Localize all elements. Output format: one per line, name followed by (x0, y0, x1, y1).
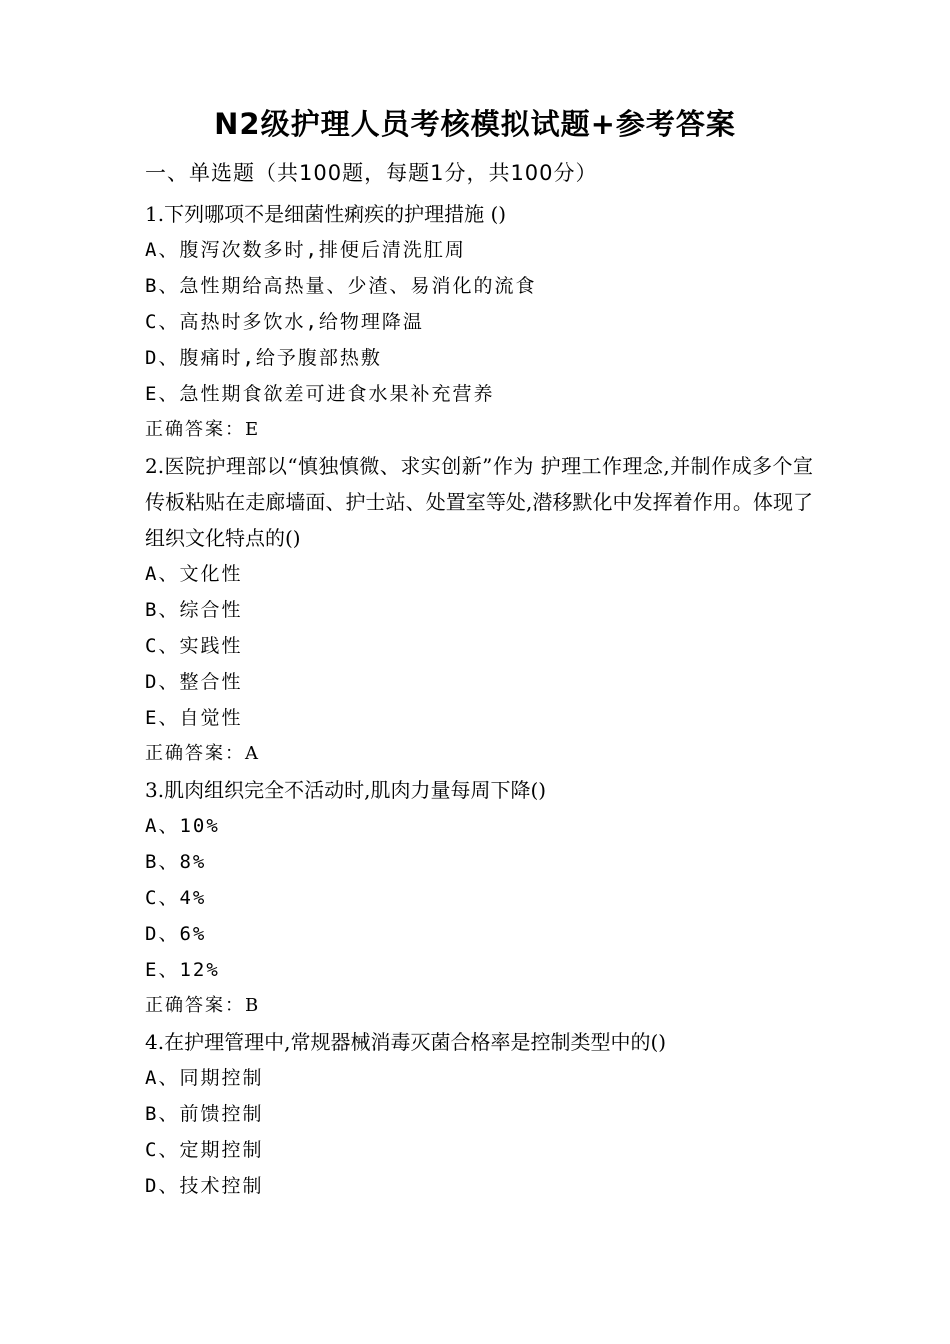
section-heading: 一、单选题（共100题，每题1分，共100分） (145, 161, 598, 185)
option-c: C、4% (145, 887, 207, 909)
option-b: B、综合性 (145, 599, 243, 621)
question-1 (145, 196, 813, 448)
option-e: E、自觉性 (145, 707, 243, 729)
option-b: B、8% (145, 851, 207, 873)
question-stem: 3.肌肉组织完全不活动时,肌肉力量每周下降() (145, 778, 547, 802)
question-list (145, 196, 813, 1204)
correct-answer: 正确答案：B (145, 995, 261, 1016)
option-d: D、6% (145, 923, 207, 945)
correct-answer: 正确答案：A (145, 743, 260, 764)
question-3 (145, 772, 813, 1024)
question-2 (145, 448, 813, 772)
option-b: B、前馈控制 (145, 1103, 264, 1125)
option-d: D、腹痛时,给予腹部热敷 (145, 347, 382, 369)
option-d: D、整合性 (145, 671, 243, 693)
document-title: N2级护理人员考核模拟试题+参考答案 (214, 107, 736, 141)
option-a: A、腹泻次数多时,排便后清洗肛周 (145, 239, 466, 261)
option-e: E、急性期食欲差可进食水果补充营养 (145, 383, 495, 405)
question-stem: 2.医院护理部以“慎独慎微、求实创新”作为 护理工作理念,并制作成多个宣传板粘贴在走廊墙面、护士站、处置室等处,潜移默化中发挥着作用。体现了组织文化特点的() (145, 454, 813, 550)
option-c: C、高热时多饮水,给物理降温 (145, 311, 424, 333)
option-a: A、文化性 (145, 563, 243, 585)
correct-answer: 正确答案：E (145, 419, 261, 440)
option-d: D、技术控制 (145, 1175, 264, 1197)
option-a: A、10% (145, 815, 220, 837)
option-e: E、12% (145, 959, 220, 981)
option-c: C、定期控制 (145, 1139, 264, 1161)
question-stem: 4.在护理管理中,常规器械消毒灭菌合格率是控制类型中的() (145, 1030, 667, 1054)
option-a: A、同期控制 (145, 1067, 264, 1089)
option-b: B、急性期给高热量、少渣、易消化的流食 (145, 275, 537, 297)
question-stem: 1.下列哪项不是细菌性痢疾的护理措施 () (145, 202, 507, 226)
option-c: C、实践性 (145, 635, 243, 657)
question-4 (145, 1024, 813, 1204)
